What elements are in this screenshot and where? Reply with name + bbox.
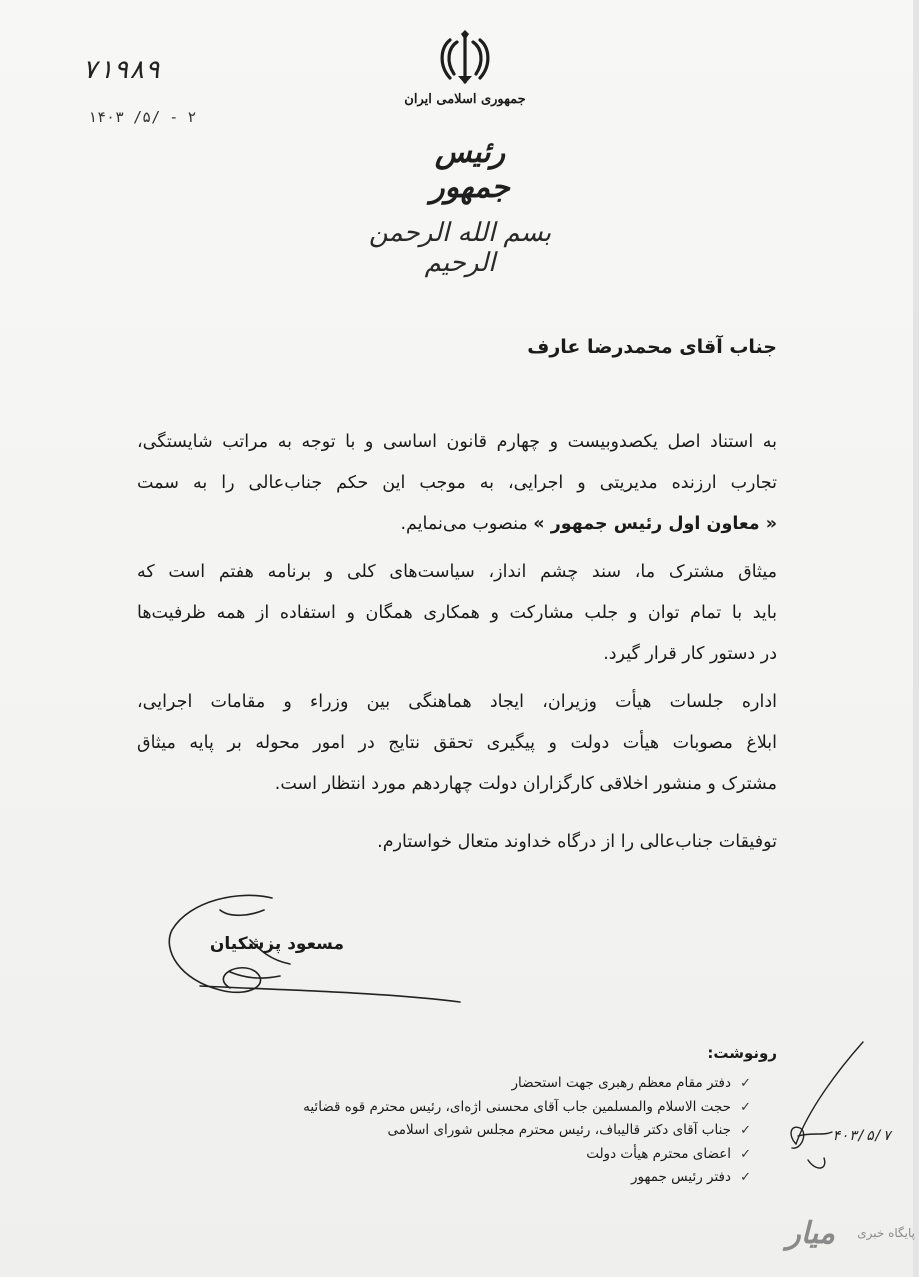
registration-number: ۷۱۹۸۹	[82, 55, 161, 85]
cc-item	[251, 1119, 751, 1143]
checkmark-icon: ✓	[740, 1170, 751, 1185]
cc-item-text: دفتر مقام معظم رهبری جهت استحضار	[511, 1075, 731, 1091]
office-title: رئیس جمهور	[430, 135, 510, 205]
checkmark-icon: ✓	[740, 1076, 751, 1091]
emblem-icon	[436, 30, 494, 86]
cc-item	[251, 1143, 751, 1167]
salutation: جناب آقای محمدرضا عارف	[527, 336, 777, 358]
text-line: باید با تمام توان و جلب مشارکت و همکاری همگان و استفاده از همه ظرفیت‌ها	[137, 603, 777, 623]
cc-item	[251, 1166, 751, 1190]
cc-item-text: اعضای محترم هیأت دولت	[586, 1145, 731, 1162]
text-line: ابلاغ مصوبات هیأت دولت و پیگیری تحقق نتایج در امور محوله بر پایه میثاق	[137, 733, 777, 753]
country-name: جمهوری اسلامی ایران	[404, 92, 526, 107]
paragraph-covenant	[137, 552, 777, 675]
checkmark-icon: ✓	[740, 1146, 751, 1162]
text-line: مشترک و منشور اخلاقی کارگزاران دولت چهاردهم مورد انتظار است.	[274, 774, 777, 794]
cc-item-text: جناب آقای دکتر قالیباف، رئیس محترم مجلس شورای اسلامی	[387, 1122, 731, 1138]
cc-item-text: دفتر رئیس جمهور	[631, 1169, 731, 1185]
paragraph-closing	[137, 822, 777, 863]
text-line	[137, 504, 777, 545]
cc-title: رونوشت:	[707, 1044, 777, 1062]
cc-list	[251, 1072, 751, 1190]
text-line: توفیقات جناب‌عالی را از درگاه خداوند متعال خواستارم.	[377, 832, 777, 852]
bismillah: بسم الله الرحمن الرحیم	[368, 218, 552, 278]
checkmark-icon: ✓	[740, 1099, 751, 1115]
watermark	[740, 1212, 915, 1262]
text-line: اداره جلسات هیأت وزیران، ایجاد هماهنگی بین وزراء و مقامات اجرایی،	[137, 692, 777, 712]
text-line: در دستور کار قرار گیرد.	[603, 644, 777, 664]
page-edge	[913, 0, 919, 1277]
paragraph-appointment	[137, 422, 777, 545]
cc-item	[251, 1072, 751, 1096]
text-fragment: منصوب می‌نمایم.	[400, 514, 534, 534]
watermark-brand: میار	[786, 1216, 835, 1251]
watermark-tagline: پایگاه خبری	[857, 1226, 915, 1240]
cc-item-text: حجت الاسلام والمسلمین جاب آقای محسنی اژه‌ای، رئیس محترم قوه قضائیه	[303, 1098, 731, 1115]
text-line: تجارب ارزنده مدیریتی و اجرایی، به موجب این حکم جناب‌عالی را به سمت	[137, 473, 777, 493]
registration-date: ۱۴۰۳ /۵/ - ۲	[88, 108, 197, 126]
handwritten-initials	[768, 1040, 898, 1190]
initials-date: ۴۰۳/۵/۷	[832, 1128, 892, 1144]
text-line: به استناد اصل یکصدوبیست و چهارم قانون اساسی و با توجه به مراتب شایستگی،	[137, 432, 777, 452]
position-title: « معاون اول رئیس جمهور »	[533, 514, 777, 534]
cc-item	[251, 1096, 751, 1120]
text-line: میثاق مشترک ما، سند چشم انداز، سیاست‌های کلی و برنامه هفتم است که	[137, 562, 777, 582]
signer-name: مسعود پزشکیان	[209, 934, 344, 954]
paragraph-duties	[137, 682, 777, 805]
checkmark-icon: ✓	[740, 1123, 751, 1138]
